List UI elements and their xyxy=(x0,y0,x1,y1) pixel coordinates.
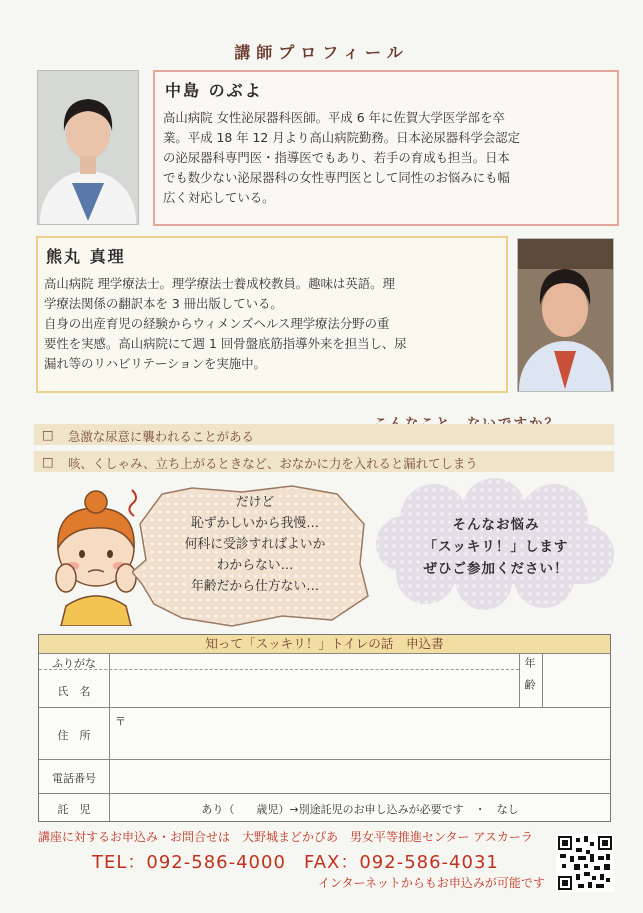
address-label: 住 所 xyxy=(57,729,91,742)
bubble-line: 恥ずかしいから我慢… xyxy=(191,516,319,531)
bio-line: でも数少ない泌尿器科の女性専門医として同性のお悩みにも幅 xyxy=(163,170,510,185)
cloud-line: そんなお悩み xyxy=(452,517,540,533)
bubble-line: 何科に受診すればよいか xyxy=(184,537,326,552)
checkbox-icon[interactable]: □ xyxy=(42,427,54,442)
speaker-2-photo xyxy=(517,238,614,392)
internet-note: インターネットからもお申込みが可能です xyxy=(318,876,545,890)
checklist-item-1: 急激な尿意に襲われることがある xyxy=(68,429,254,444)
bio-line: 広く対応している。 xyxy=(163,190,275,205)
phone-label: 電話番号 xyxy=(52,772,96,785)
cloud-line: 「スッキリ！」します xyxy=(423,539,569,555)
speaker-1-bio xyxy=(163,108,613,208)
bio-line: 業。平成 18 年 12 月より高山病院勤務。日本泌尿器科学会認定 xyxy=(163,130,521,145)
checklist-row-2 xyxy=(34,451,614,472)
childcare-label: 託 児 xyxy=(57,803,91,816)
phone-field[interactable] xyxy=(110,760,609,792)
checklist-row-1 xyxy=(34,424,614,445)
cloud-text xyxy=(388,514,604,580)
age-field[interactable] xyxy=(543,654,609,706)
furigana-label: ふりがな xyxy=(52,657,96,670)
postal-mark: 〒 xyxy=(115,715,126,728)
bubble-line: だけど xyxy=(235,495,275,510)
phone-divider xyxy=(39,793,610,794)
name-label: 氏 名 xyxy=(57,685,91,698)
doctor-portrait-icon xyxy=(38,71,138,224)
therapist-portrait-icon xyxy=(518,239,613,391)
speaker-2-bio xyxy=(44,274,504,374)
speaker-2-name: 熊丸 真理 xyxy=(46,247,126,266)
bubble-line: 年齢だから仕方ない… xyxy=(191,579,319,594)
bio-line: 学療法関係の翻訳本を 3 冊出版している。 xyxy=(44,296,283,311)
speech-bubble-text xyxy=(150,492,360,597)
speaker-1-name: 中島 のぶよ xyxy=(165,81,263,100)
age-label: 年 齢 xyxy=(523,657,536,690)
childcare-options[interactable]: あり（ 歳児）→別途託児のお申し込みが必要です ・ なし xyxy=(201,803,519,816)
speaker-1-photo xyxy=(37,70,139,225)
name-field[interactable] xyxy=(110,670,518,706)
checklist-item-2: 咳、くしゃみ、立ち上がるときなど、おなかに力を入れると漏れてしまう xyxy=(68,456,478,471)
bio-line: 要性を実感。高山病院にて週 1 回骨盤底筋指導外来を担当し、尿 xyxy=(44,336,407,351)
speaker-2-card xyxy=(36,236,508,393)
checkbox-icon[interactable]: □ xyxy=(42,454,54,469)
address-field[interactable] xyxy=(110,708,609,758)
page-title: 講師プロフィール xyxy=(234,43,409,62)
speaker-1-card xyxy=(153,70,619,226)
fax-number: FAX：092-586-4031 xyxy=(304,852,499,873)
application-form xyxy=(38,634,611,822)
bio-line: 高山病院 理学療法士。理学療法士養成校教員。趣味は英語。理 xyxy=(44,276,395,291)
furigana-field[interactable] xyxy=(110,654,518,669)
contact-line: 講座に対するお申込み・お問合せは 大野城まどかぴあ 男女平等推進センター アスカーラ xyxy=(38,830,533,844)
tel-number: TEL：092-586-4000 xyxy=(92,852,286,873)
bio-line: 自身の出産育児の経験からウィメンズヘルス理学療法分野の重 xyxy=(44,316,390,331)
qr-code-icon[interactable] xyxy=(556,834,614,892)
cloud-line: ぜひご参加ください！ xyxy=(423,561,569,577)
bio-line: 漏れ等のリハビリテーションを実施中。 xyxy=(44,356,266,371)
form-title: 知って「スッキリ！」トイレの話 申込書 xyxy=(39,635,610,654)
bio-line: 高山病院 女性泌尿器科医師。平成 6 年に佐賀大学医学部を卒 xyxy=(163,110,505,125)
bio-line: の泌尿器科専門医・指導医でもあり、若手の育成も担当。日本 xyxy=(163,150,510,165)
bubble-line: わからない… xyxy=(216,558,294,573)
